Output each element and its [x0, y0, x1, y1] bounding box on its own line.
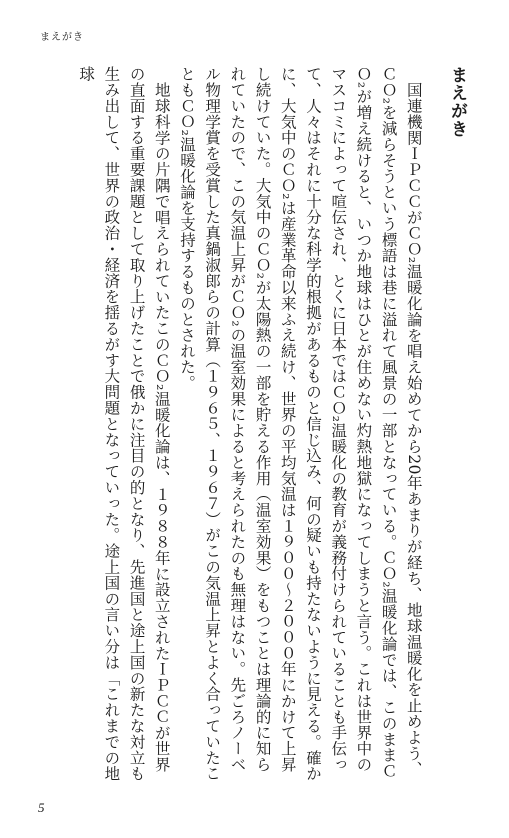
chapter-title: まえがき: [447, 66, 467, 138]
paragraph: 地球科学の片隅で唱えられていたこのＣＯ₂温暖化論は、１９８８年に設立されたＩＰＣＣが世界の直面する重要課題として取り上げたことで俄かに注目の的となり、先進国と途上国の新たな対立も生み出して、世界の政治・経済を揺るがす大問題となっていった。途上国の言い分は「これまでの地球: [77, 66, 171, 782]
page-number: 5: [38, 800, 45, 815]
running-head: まえがき: [40, 32, 84, 43]
body-text: [39, 66, 469, 786]
paragraph: 国連機関ＩＰＣＣがＣＯ₂温暖化論を唱え始めてから20年あまりが経ち、地球温暖化を止めよう、ＣＯ₂を減らそうという標語は巷に溢れて風景の一部となっている。ＣＯ₂温暖化論では、このままＣＯ₂が増え続けると、いつか地球はひとが住めない灼熱地獄になってしまうと言う。これは世界中のマスコミによって喧伝され、とくに日本ではＣＯ₂温暖化の教育が義務付けられていることも手伝って、人々はそれに十分な科学的根拠があるものと信じ込み、何の疑いも持たないように見える。確かに、大気中のＣＯ₂は産業革命以来ふえ続け、世界の平均気温は１９００～２０００年にかけて上昇し続けていた。大気中のＣＯ₂が太陽熱の一部を貯える作用（温室効果）をもつことは理論的に知られていたので、この気温上昇がＣＯ₂の温室効果によると考えられたのも無理はない。先ごろノーベル物理学賞を受賞した真鍋淑郎らの計算（１９６５、１９６７）がこの気温上昇とよく合っていたこともＣＯ₂温暖化論を支持するものとされた。: [177, 66, 423, 782]
